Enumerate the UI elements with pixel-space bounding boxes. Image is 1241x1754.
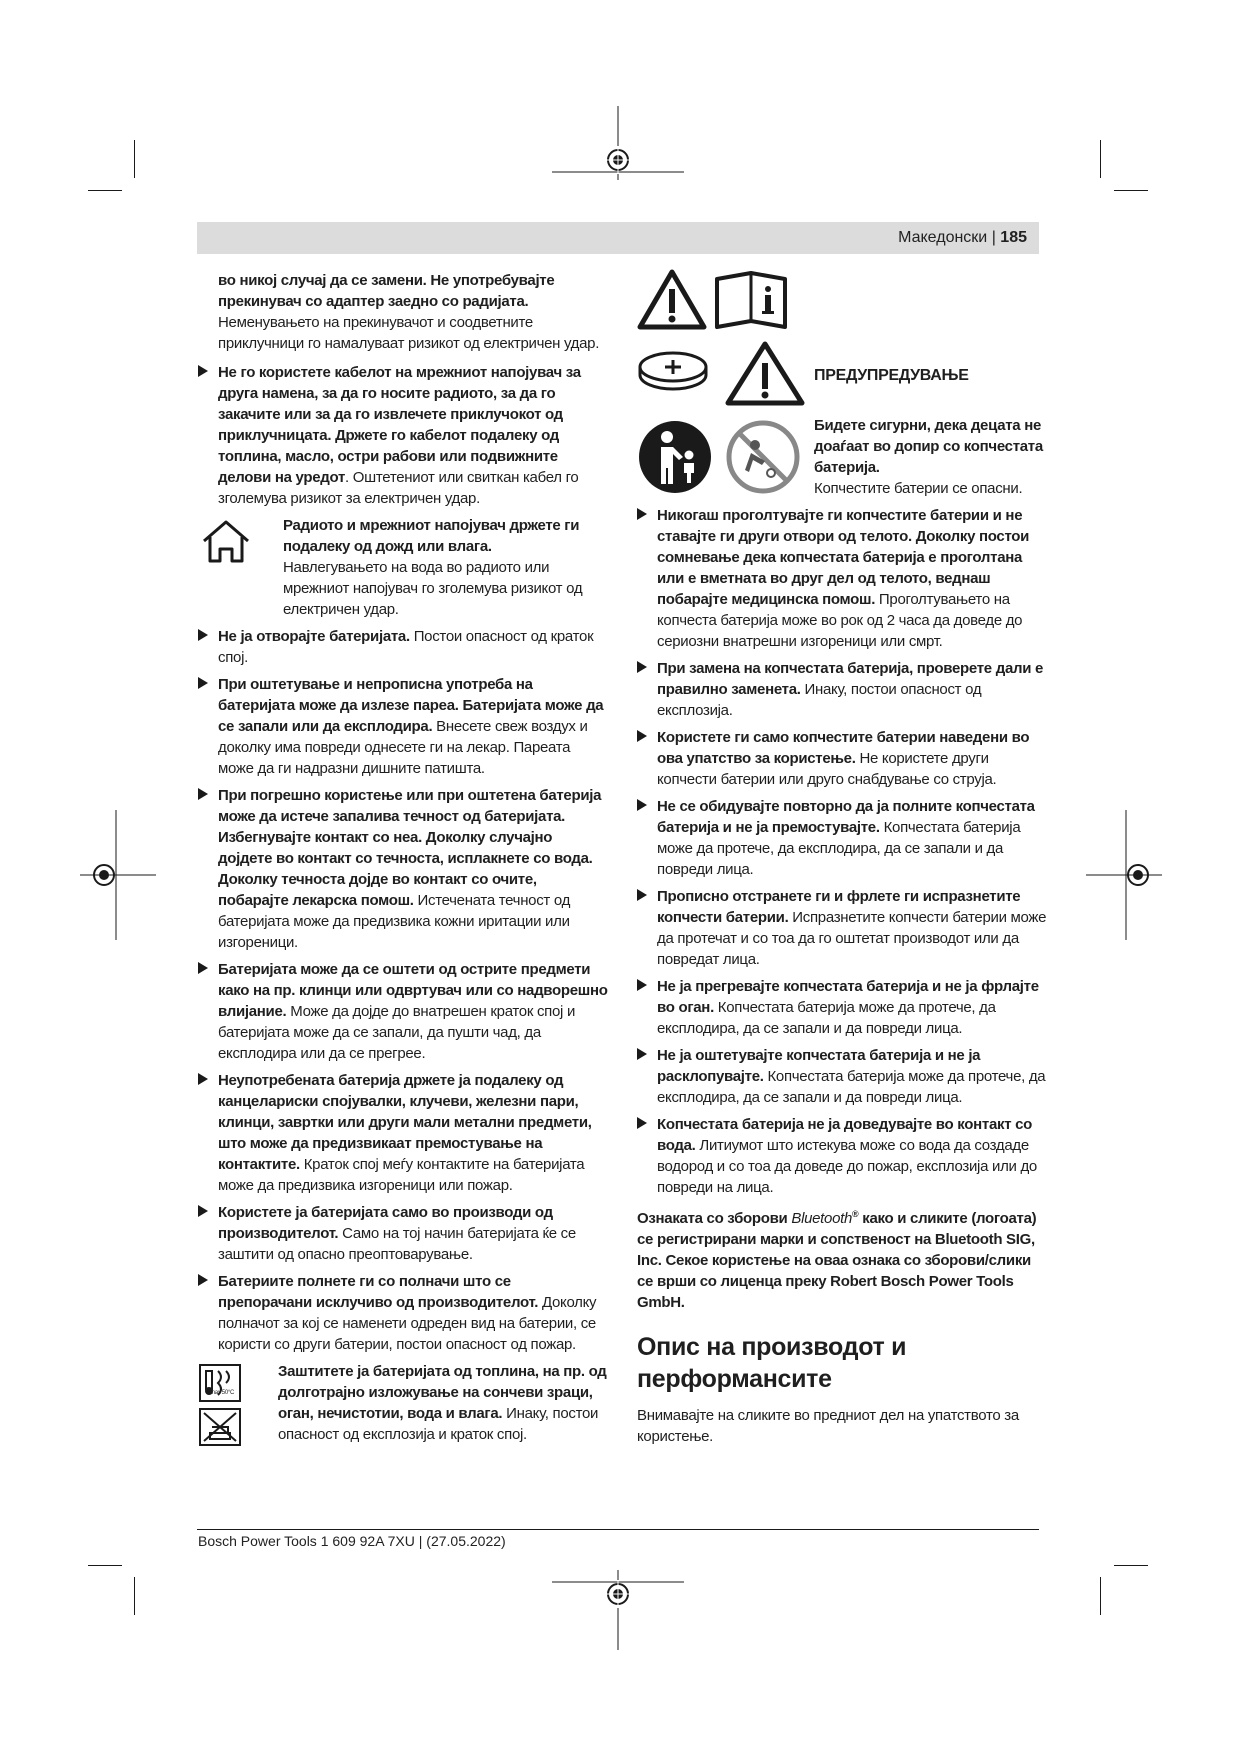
bullet-arrow-icon xyxy=(198,1073,208,1085)
bullet-arrow-icon xyxy=(637,979,647,991)
coin-battery-icon xyxy=(637,349,709,393)
coin-battery-bullet-list xyxy=(637,505,1047,1198)
page-header xyxy=(197,222,1039,254)
page-number: 185 xyxy=(1000,229,1027,246)
heat-icon-label: max 50°C xyxy=(210,1390,235,1396)
header-language: Македонски xyxy=(898,229,988,246)
bullet-arrow-icon xyxy=(198,1274,208,1286)
child-warning xyxy=(637,415,1047,501)
warning-triangle-icon xyxy=(637,269,707,331)
bullet-arrow-icon xyxy=(198,629,208,641)
child-normal: Копчестите батерии се опасни. xyxy=(814,480,1023,497)
no-water-icon xyxy=(198,1407,242,1447)
warning-triangle-icon xyxy=(725,341,805,407)
rain-warning xyxy=(198,515,608,620)
section-text: Внимавајте на сликите во предниот дел на упатството за користење. xyxy=(637,1407,1019,1445)
heat-normal: Инаку, постои опасност од експлозија и краток спој. xyxy=(278,1405,599,1443)
bullet-arrow-icon xyxy=(198,365,208,377)
list-item: Неупотребената батерија држете ја подалеку од канцелариски спојувалки, клучеви, железни пари, клинци, завртки или други мали метални предмети, што може да предизвикаат премостување на контактите. Краток спој меѓу контактите на батеријата може да предизвика изгореници или пожар. xyxy=(198,1070,608,1196)
bullet-arrow-icon xyxy=(198,788,208,800)
intro-paragraph xyxy=(198,270,608,354)
crop-mark xyxy=(88,1565,122,1566)
crop-mark xyxy=(1114,1565,1148,1566)
crop-mark xyxy=(1100,140,1101,178)
intro-normal: Неменувањето на прекинувачот и соодветните приклучници го намалуваат ризикот од електричен удар. xyxy=(218,314,600,352)
list-item: Не ја оштетувајте копчестата батерија и не ја расклопувајте. Копчестата батерија може да протече, да експлодира, да се запали и да повреди лица. xyxy=(637,1045,1047,1108)
list-item: Прописно отстранете ги и фрлете ги испразнетите копчести батерии. Испразнетите копчести батерии може да протечат и со тоа да го оштетат производот или да повредат лица. xyxy=(637,886,1047,970)
crop-mark xyxy=(1100,1577,1101,1615)
crop-mark xyxy=(88,190,122,191)
bullet-arrow-icon xyxy=(637,1048,647,1060)
intro-bold: во никој случај да се замени. Не употребувајте прекинувач со адаптер заедно со радијата. xyxy=(218,272,555,310)
list-item: При замена на копчестата батерија, проверете дали е правилно заменета. Инаку, постои опасност од експлозија. xyxy=(637,658,1047,721)
registration-mark-right xyxy=(1086,810,1162,940)
registration-mark-bottom xyxy=(552,1570,684,1650)
bullet-arrow-icon xyxy=(637,661,647,673)
keep-away-from-children-icon xyxy=(637,419,713,495)
bullet-arrow-icon xyxy=(637,1117,647,1129)
list-item: Не ја отворајте батеријата. Постои опасност од краток спој. xyxy=(198,626,608,668)
footer-rule xyxy=(197,1529,1039,1530)
registration-mark-top xyxy=(552,106,684,180)
list-item: При погрешно користење или при оштетена батерија може да истече запалива течност од батеријата. Избегнувајте контакт со неа. Доколку случајно дојдете во контакт со течноста, исплакнете со вода. Доколку течноста дојде во контакт со очите, побарајте лекарска помош. Истечената течност од батеријата може да предизвика кожни иритации или изгореници. xyxy=(198,785,608,953)
bullet-arrow-icon xyxy=(637,799,647,811)
header-text: Македонски | 185 xyxy=(898,229,1027,246)
bullet-arrow-icon xyxy=(637,508,647,520)
bullet-arrow-icon xyxy=(637,889,647,901)
list-item: Батеријата може да се оштети од острите предмети како на пр. клинци или одвртувач или со надворешно влијание. Може да дојде до внатрешен краток спој и батеријата може да се запали, да пушти чад, да експлодира или да се прегрее. xyxy=(198,959,608,1064)
crop-mark xyxy=(1114,190,1148,191)
bullet-arrow-icon xyxy=(637,730,647,742)
section-title: Опис на производот и перформансите xyxy=(637,1333,907,1393)
list-item: Копчестата батерија не ја доведувајте во контакт со вода. Литиумот што истекува може со вода да создаде водород и со тоа да доведе до пожар, експлозија или до повреди на лица. xyxy=(637,1114,1047,1198)
no-swallow-battery-icon xyxy=(725,419,801,495)
bluetooth-trademark-note: Ознаката со зборови Bluetooth® како и сликите (логоата) се регистрирани марки и сопственост на Bluetooth SIG, Inc. Секое користење на оваа ознака со зборови/слики се врши со лиценца преку Robert Bosch Power Tools GmbH. xyxy=(637,1209,1037,1311)
read-manual-icon xyxy=(713,269,789,331)
crop-mark xyxy=(134,140,135,178)
list-item: Користете ги само копчестите батерии наведени во ова упатство за користење. Не користете други копчести батерии или друго снабдување со струја. xyxy=(637,727,1047,790)
crop-mark xyxy=(134,1577,135,1615)
heat-warning xyxy=(198,1361,608,1445)
list-item: Не ја прегревајте копчестата батерија и не ја фрлајте во оган. Копчестата батерија може да протече, да експлодира, да се запали и да повреди лица. xyxy=(637,976,1047,1039)
battery-bullet-list xyxy=(198,626,608,1355)
list-item: Не го користете кабелот на мрежниот напојувач за друга намена, за да го носите радиото, за да го закачите или за да го извлечете приклучокот од приклучницата. Држете го кабелот подалеку од топлина, масло, остри рабови или подвижните делови на уредот. Оштетениот или свиткан кабел го зголемува ризикот за електричен удар. xyxy=(198,362,608,509)
list-item: Батериите полнете ги со полначи што се препорачани исклучиво од производителот. Доколку полначот за кој се наменети одреден вид на батерии, се користи со други батерии, постои опасност од пожар. xyxy=(198,1271,608,1355)
child-bold: Бидете сигурни, дека децата не доаѓаат во допир со копчестата батерија. xyxy=(814,417,1043,476)
top-icons xyxy=(637,265,1047,331)
list-item: При оштетување и непрописна употреба на батеријата може да излезе пареа. Батеријата може да се запали или да експлодира. Внесете свеж воздух и доколку има повреди однесете ги на лекар. Пареата може да ги надразни дишните патишта. xyxy=(198,674,608,779)
house-indoor-icon xyxy=(200,519,252,565)
bullet-arrow-icon xyxy=(198,677,208,689)
list-item: Никогаш проголтувајте ги копчестите батерии и не ставајте ги други отвори од телото. Доколку постои сомневање дека копчестата батерија е проголтана или е вметната во друг дел од телото, веднаш побарајте медицинска помош. Проголтувањето на копчеста батерија може во рок од 2 часа да доведе до сериозни внатрешни изгореници или смрт. xyxy=(637,505,1047,652)
left-column xyxy=(198,270,608,1451)
right-column xyxy=(637,265,1047,1452)
heat-bold: Заштитете ја батеријата од топлина, на пр. од долготрајно изложување на сончеви зраци, оган, нечистотии, вода и влага. xyxy=(278,1363,607,1422)
registration-mark-left xyxy=(80,810,156,940)
bullet-arrow-icon xyxy=(198,1205,208,1217)
warning-label: ПРЕДУПРЕДУВАЊЕ xyxy=(814,367,969,384)
rain-normal: Навлегувањето на вода во радиото или мрежниот напојувач го зголемува ризикот од електричен удар. xyxy=(283,559,583,618)
footer-text: Bosch Power Tools 1 609 92A 7XU | (27.05.2022) xyxy=(198,1533,506,1549)
list-item: Користете ја батеријата само во производи од производителот. Само на тој начин батеријата ќе се заштити од опасно преоптоварување. xyxy=(198,1202,608,1265)
rain-bold: Радиото и мрежниот напојувач држете ги подалеку од дожд или влага. xyxy=(283,517,580,555)
list-item: Не се обидувајте повторно да ја полните копчестата батерија и не ја премостувајте. Копчестата батерија може да протече, да експлодира, да се запали и да повреди лица. xyxy=(637,796,1047,880)
bullet-arrow-icon xyxy=(198,962,208,974)
temperature-limit-icon xyxy=(198,1363,242,1403)
warning-row xyxy=(637,341,1047,407)
